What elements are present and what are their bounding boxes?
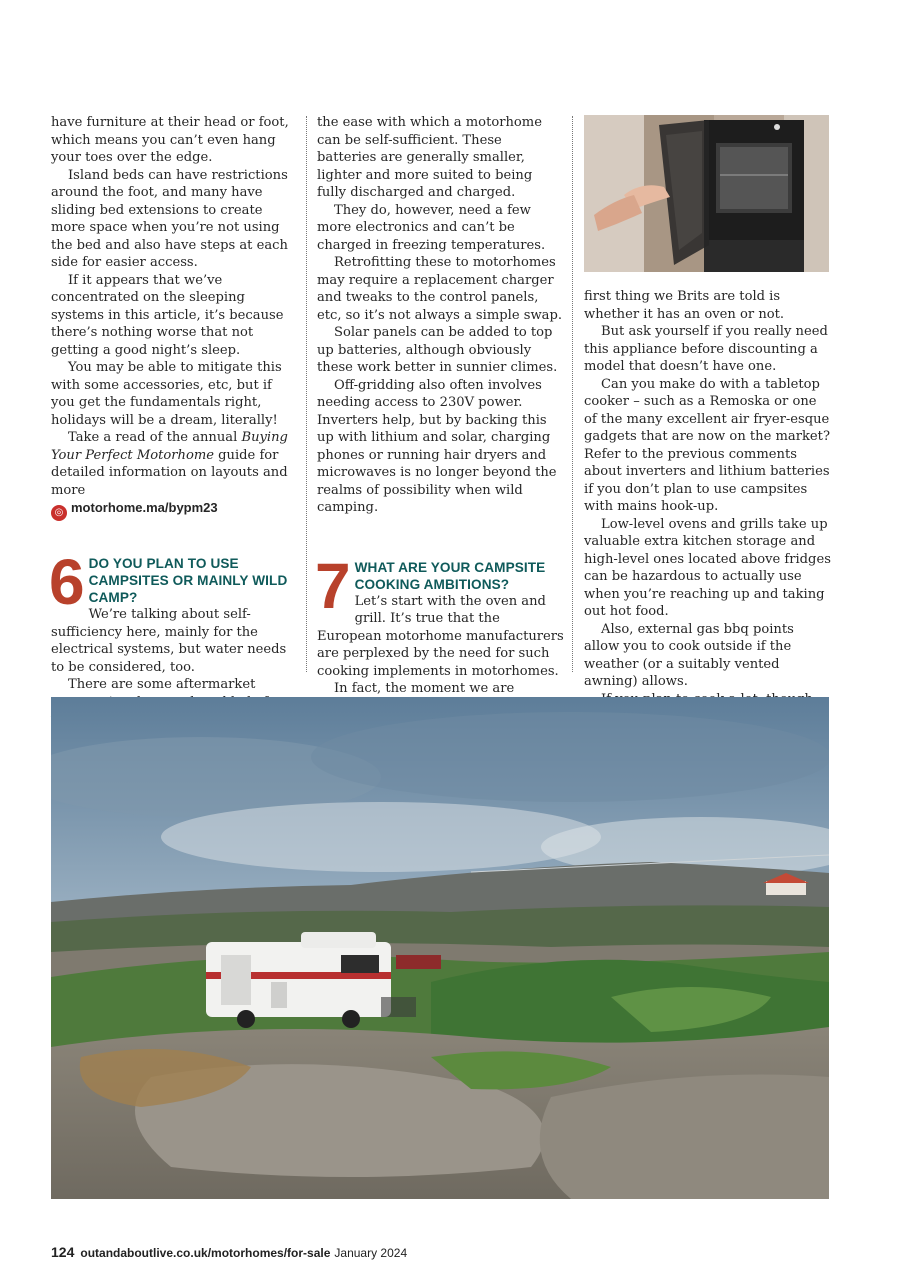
- paragraph: Also, external gas bbq points allow you to cook outside if the weather (or a suitably vented awning) allows.: [584, 621, 794, 689]
- section-number: 7: [315, 549, 351, 622]
- paragraph: the ease with which a motorhome can be self-sufficient. These batteries are generally smaller, lighter and more suited to being fully discharged and charged.: [317, 115, 542, 200]
- oven-illustration: [584, 115, 829, 272]
- section-heading: WHAT ARE YOUR CAMPSITE COOKING AMBITIONS?: [354, 559, 546, 592]
- paragraph: But ask yourself if you really need this appliance before discounting a model that doesn’t have one.: [584, 324, 828, 374]
- guide-link[interactable]: motorhome.ma/bypm23: [71, 500, 218, 515]
- column-1: [51, 114, 296, 781]
- guide-title: Buying Your Perfect Motorhome: [51, 430, 288, 463]
- paragraph: You may be able to mitigate this with some accessories, etc, but if you get the fundamentals right, holidays will be a dream, literally!: [51, 360, 282, 428]
- paragraph: We’re talking about self-sufficiency here, mainly for the electrical systems, but water needs to be considered, too.: [51, 607, 287, 675]
- column-divider: [572, 116, 573, 672]
- column-3: [584, 288, 831, 726]
- footer-url[interactable]: outandaboutlive.co.uk/motorhomes/for-sale: [80, 1246, 331, 1260]
- paragraph: Off-gridding also often involves needing access to 230V power. Inverters help, but by backing this up with lithium and solar, charging phones or running hair dryers and microwaves is no longer beyond the realms of possibility when wild camping.: [317, 377, 557, 515]
- paragraph: Low-level ovens and grills take up valuable extra kitchen storage and high-level ones located above fridges can be hazardous to actually use when you’re reaching up and taking out hot food.: [584, 516, 831, 619]
- paragraph: Can you make do with a tabletop cooker – such as a Remoska or one of the many excellent air fryer-esque gadgets that are now on the market? Refer to the previous comments about inverters and lithium batteries if you don’t plan to use campsites with mains hook-up.: [584, 376, 830, 514]
- page-footer: [51, 1244, 407, 1260]
- link-line: [51, 499, 296, 521]
- section-heading: DO YOU PLAN TO USE CAMPSITES OR MAINLY WILD CAMP?: [88, 556, 288, 605]
- column-divider: [306, 116, 307, 672]
- paragraph: first thing we Brits are told is whether it has an oven or not.: [584, 289, 785, 322]
- paragraph: Solar panels can be added to top up batteries, although obviously these work better in sunnier climes.: [317, 325, 558, 375]
- paragraph: Retrofitting these to motorhomes may require a replacement charger and tweaks to the control panels, etc, so it’s not always a simple swap.: [317, 255, 563, 323]
- motorhome-logo-icon: ◎: [51, 505, 67, 521]
- text-span: Take a read of the annual: [68, 430, 242, 445]
- oven-photo: [584, 115, 829, 272]
- paragraph: In fact, the moment we are: [334, 681, 515, 696]
- paragraph: There are some aftermarket: [68, 677, 256, 692]
- paragraph: Let’s start with the oven and grill. It’s true that the European motorhome manufacturers are perplexed by the need for such cooking implements in motorhomes.: [317, 593, 564, 679]
- guide-paragraph: [51, 429, 296, 499]
- paragraph: If it appears that we’ve concentrated on the sleeping systems in this article, it’s because there’s nothing worse that not getting a good night’s sleep.: [51, 272, 284, 358]
- paragraph: have furniture at their head or foot, which means you can’t even hang your toes over the edge.: [51, 115, 289, 165]
- section-number: 6: [49, 546, 85, 618]
- issue-date: January 2024: [334, 1246, 408, 1260]
- paragraph: They do, however, need a few more electronics and can’t be charged in freezing temperatures.: [317, 202, 546, 253]
- page-number: 124: [51, 1244, 75, 1260]
- text-span: guide for detailed information on layouts and more: [51, 447, 288, 498]
- column-2: [317, 114, 564, 733]
- paragraph: Island beds can have restrictions around the foot, and many have sliding bed extensions to create more space when you’re not using the bed and also have steps at each side for easier access.: [51, 167, 288, 270]
- motorhome-landscape-photo: [51, 697, 829, 1199]
- landscape-illustration: [51, 697, 829, 1199]
